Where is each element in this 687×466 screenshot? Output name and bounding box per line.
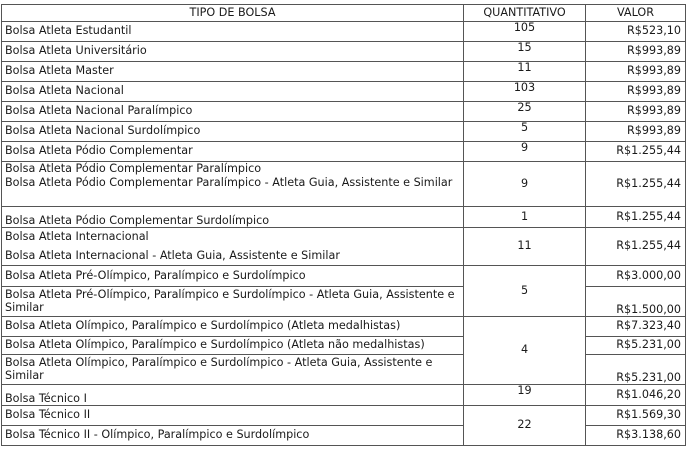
table-row — [2, 266, 686, 287]
row-name: Bolsa Atleta Internacional - Atleta Guia, Assistente e Similar — [2, 247, 464, 266]
row-name: Bolsa Atleta Pré-Olímpico, Paralímpico e Surdolímpico - Atleta Guia, Assistente e Similar — [2, 287, 464, 317]
row-value: R$1.046,20 — [586, 385, 686, 406]
table-row — [2, 142, 686, 162]
row-name: Bolsa Atleta Olímpico, Paralímpico e Surdolímpico - Atleta Guia, Assistente e Similar — [2, 355, 464, 385]
row-qty: 11 — [464, 228, 586, 266]
row-qty: 1 — [464, 207, 586, 228]
row-qty: 19 — [464, 385, 586, 406]
row-name: Bolsa Atleta Pódio Complementar Surdolímpico — [2, 207, 464, 228]
row-name: Bolsa Atleta Nacional Surdolímpico — [2, 122, 464, 142]
row-name: Bolsa Atleta Universitário — [2, 42, 464, 62]
row-qty: 105 — [464, 22, 586, 42]
table-row — [2, 82, 686, 102]
row-value: R$1.255,44 — [586, 228, 686, 266]
row-value: R$1.569,30 — [586, 406, 686, 426]
row-qty: 25 — [464, 102, 586, 122]
table-row — [2, 162, 686, 177]
row-value: R$993,89 — [586, 82, 686, 102]
row-qty: 5 — [464, 122, 586, 142]
row-name: Bolsa Atleta Pré-Olímpico, Paralímpico e Surdolímpico — [2, 266, 464, 287]
row-qty: 11 — [464, 62, 586, 82]
row-value: R$993,89 — [586, 102, 686, 122]
bolsa-table — [1, 4, 686, 446]
table-row — [2, 406, 686, 426]
header-tipo: TIPO DE BOLSA — [2, 5, 464, 22]
header-valor: VALOR — [586, 5, 686, 22]
row-value: R$3.000,00 — [586, 266, 686, 287]
row-qty: 15 — [464, 42, 586, 62]
row-value: R$1.255,44 — [586, 207, 686, 228]
row-value: R$5.231,00 — [586, 337, 686, 355]
row-name: Bolsa Técnico II - Olímpico, Paralímpico e Surdolímpico — [2, 426, 464, 446]
header-row — [2, 5, 686, 22]
table-row — [2, 385, 686, 406]
row-value: R$1.255,44 — [586, 142, 686, 162]
row-qty: 4 — [464, 317, 586, 385]
row-value: R$523,10 — [586, 22, 686, 42]
row-value: R$1.255,44 — [586, 162, 686, 207]
row-value: R$993,89 — [586, 122, 686, 142]
table-row — [2, 207, 686, 228]
row-name: Bolsa Atleta Nacional — [2, 82, 464, 102]
row-value: R$993,89 — [586, 42, 686, 62]
row-name: Bolsa Atleta Pódio Complementar — [2, 142, 464, 162]
row-name: Bolsa Atleta Nacional Paralímpico — [2, 102, 464, 122]
row-qty: 22 — [464, 406, 586, 446]
row-name: Bolsa Atleta Internacional — [2, 228, 464, 247]
row-name: Bolsa Atleta Estudantil — [2, 22, 464, 42]
table-row — [2, 42, 686, 62]
row-value: R$5.231,00 — [586, 355, 686, 385]
table-row — [2, 122, 686, 142]
row-name: Bolsa Atleta Olímpico, Paralímpico e Surdolímpico (Atleta não medalhistas) — [2, 337, 464, 355]
row-name: Bolsa Atleta Olímpico, Paralímpico e Surdolímpico (Atleta medalhistas) — [2, 317, 464, 337]
table-row — [2, 228, 686, 247]
row-name: Bolsa Atleta Pódio Complementar Paralímpico - Atleta Guia, Assistente e Similar — [2, 177, 464, 207]
row-value: R$1.500,00 — [586, 287, 686, 317]
row-name: Bolsa Técnico II — [2, 406, 464, 426]
row-value: R$7.323,40 — [586, 317, 686, 337]
row-name: Bolsa Atleta Master — [2, 62, 464, 82]
row-name: Bolsa Atleta Pódio Complementar Paralímpico — [2, 162, 464, 177]
row-qty: 103 — [464, 82, 586, 102]
row-qty: 9 — [464, 142, 586, 162]
row-name: Bolsa Técnico I — [2, 385, 464, 406]
header-quantitativo: QUANTITATIVO — [464, 5, 586, 22]
row-qty: 9 — [464, 162, 586, 207]
table-row — [2, 22, 686, 42]
row-value: R$993,89 — [586, 62, 686, 82]
table-row — [2, 102, 686, 122]
row-value: R$3.138,60 — [586, 426, 686, 446]
table-row — [2, 317, 686, 337]
row-qty: 5 — [464, 266, 586, 317]
table-row — [2, 62, 686, 82]
